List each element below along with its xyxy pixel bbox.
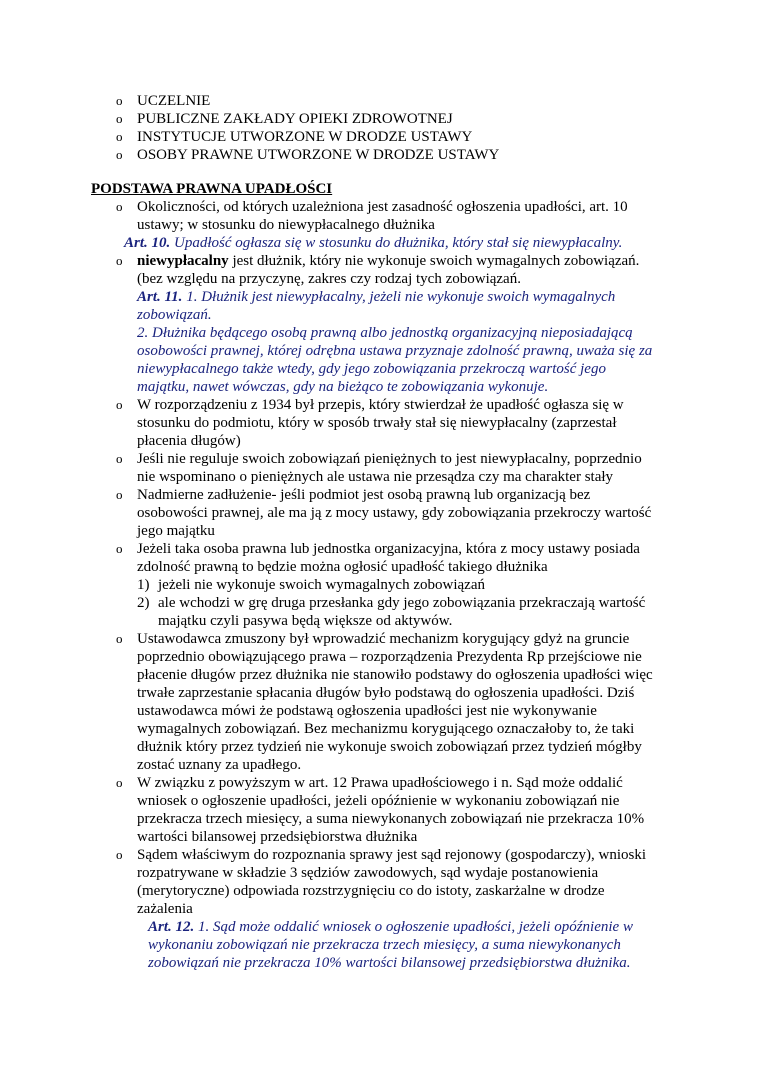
paragraph-line: Ustawodawca zmuszony był wprowadzić mechanizm korygujący gdyż na gruncie <box>137 631 630 647</box>
bullet-marker: o <box>116 147 123 162</box>
list-item: UCZELNIE <box>137 93 211 109</box>
paragraph-line: osobowości prawnej, ale ma ją z mocy ustawy, gdy zobowiązania przekroczy wartość <box>137 505 652 521</box>
bullet-marker: o <box>116 631 123 646</box>
article-text: zobowiązań nie przekracza 10% wartości bilansowej przedsiębiorstwa dłużnika. <box>148 955 631 971</box>
list-item: OSOBY PRAWNE UTWORZONE W DRODZE USTAWY <box>137 147 500 163</box>
bullet-marker: o <box>116 775 123 790</box>
paragraph-line: dłużnik który przez tydzień nie wykonuje swoich zobowiązań przez tydzień mógłby <box>137 739 642 755</box>
paragraph-line: wymagalnych zobowiązań. Bez mechanizmu korygującego oznaczałoby to, że taki <box>137 721 635 737</box>
bullet-marker: o <box>116 253 123 268</box>
bullet-marker: o <box>116 397 123 412</box>
bullet-marker: o <box>116 93 123 108</box>
paragraph-line: (bez względu na przyczynę, zakres czy rodzaj tych zobowiązań. <box>137 271 521 287</box>
article-10-quote <box>124 234 622 252</box>
article-11-quote <box>137 288 615 306</box>
bullet-marker: o <box>116 199 123 214</box>
sub-item-number: 2) <box>137 595 150 611</box>
paragraph-line: nie wspominano o pieniężnych ale ustawa nie przesądza czy ma charakter stały <box>137 469 614 485</box>
paragraph-line: zostać uznany za upadłego. <box>137 757 302 773</box>
article-text: osobowości prawnej, której odrębna ustawa przyznaje zdolność prawną, uważa się za <box>137 343 653 359</box>
paragraph-line: zażalenia <box>137 901 193 917</box>
paragraph-line: ustawy; w stosunku do niewypłacalnego dłużnika <box>137 217 435 233</box>
article-text: niewypłacalnego także wtedy, gdy jego zobowiązania przekroczą wartość jego <box>137 361 606 377</box>
paragraph-line: wartości bilansowej przedsiębiorstwa dłużnika <box>137 829 418 845</box>
paragraph-line: W związku z powyższym w art. 12 Prawa upadłościowego i n. Sąd może oddalić <box>137 775 623 791</box>
paragraph-line: przekracza trzech miesięcy, a suma niewykonanych zobowiązań nie przekracza 10% <box>137 811 645 827</box>
list-item: INSTYTUCJE UTWORZONE W DRODZE USTAWY <box>137 129 473 145</box>
term-bold: niewypłacalny <box>137 253 229 269</box>
article-text: 2. Dłużnika będącego osobą prawną albo jednostką organizacyjną nieposiadającą <box>137 325 633 341</box>
article-text: 1. Dłużnik jest niewypłacalny, jeżeli nie wykonuje swoich wymagalnych <box>182 289 616 305</box>
paragraph-line: W rozporządzeniu z 1934 był przepis, który stwierdzał że upadłość ogłasza się w <box>137 397 624 413</box>
article-text: Upadłość ogłasza się w stosunku do dłużnika, który stał się niewypłacalny. <box>170 235 623 251</box>
article-label: Art. 10. <box>124 235 171 251</box>
bullet-marker: o <box>116 847 123 862</box>
paragraph-line: trwałe zaprzestanie spłacania długów było podstawą do ogłoszenia upadłości. Dziś <box>137 685 635 701</box>
paragraph-line: Okoliczności, od których uzależniona jest zasadność ogłoszenia upadłości, art. 10 <box>137 199 628 215</box>
article-text: majątku, nawet wówczas, gdy na bieżąco te zobowiązania wykonuje. <box>137 379 549 395</box>
bullet-marker: o <box>116 111 123 126</box>
section-heading: PODSTAWA PRAWNA UPADŁOŚCI <box>91 181 333 197</box>
term-definition: jest dłużnik, który nie wykonuje swoich wymagalnych zobowiązań. <box>228 253 640 269</box>
paragraph-line: Jeżeli taka osoba prawna lub jednostka organizacyjna, która z mocy ustawy posiada <box>137 541 640 557</box>
paragraph-line: stosunku do podmiotu, który w sposób trwały stał się niewypłacalny (zaprzestał <box>137 415 617 431</box>
paragraph-line: zdolność prawną to będzie można ogłosić upadłość takiego dłużnika <box>137 559 548 575</box>
article-12-quote <box>148 918 633 936</box>
article-text: zobowiązań. <box>137 307 212 323</box>
article-label: Art. 11. <box>137 289 183 305</box>
paragraph-line: Nadmierne zadłużenie- jeśli podmiot jest osobą prawną lub organizacją bez <box>137 487 591 503</box>
article-text: 1. Sąd może oddalić wniosek o ogłoszenie upadłości, jeżeli opóźnienie w <box>194 919 633 935</box>
sub-item-text: jeżeli nie wykonuje swoich wymagalnych zobowiązań <box>158 577 485 593</box>
paragraph-line: płacenie długów przez dłużnika nie stanowiło podstawy do ogłoszenia upadłości więc <box>137 667 653 683</box>
paragraph-line: Sądem właściwym do rozpoznania sprawy jest sąd rejonowy (gospodarczy), wnioski <box>137 847 647 863</box>
paragraph-line: jego majątku <box>137 523 215 539</box>
paragraph-line: Jeśli nie reguluje swoich zobowiązań pieniężnych to jest niewypłacalny, poprzednio <box>137 451 642 467</box>
sub-item-number: 1) <box>137 577 150 593</box>
paragraph-line: płacenia długów) <box>137 433 241 449</box>
bullet-marker: o <box>116 129 123 144</box>
paragraph-line: wniosek o ogłoszenie upadłości, jeżeli opóźnienie w wykonaniu zobowiązań nie <box>137 793 620 809</box>
article-label: Art. 12. <box>148 919 195 935</box>
article-text: wykonaniu zobowiązań nie przekracza trzech miesięcy, a suma niewykonanych <box>148 937 621 953</box>
sub-item-text: majątku czyli pasywa będą większe od aktywów. <box>158 613 453 629</box>
sub-item-text: ale wchodzi w grę druga przesłanka gdy jego zobowiązania przekraczają wartość <box>158 595 646 611</box>
list-item: PUBLICZNE ZAKŁADY OPIEKI ZDROWOTNEJ <box>137 111 453 127</box>
bullet-marker: o <box>116 451 123 466</box>
paragraph-line: (merytoryczne) odpowiada rozstrzygnięciu co do istoty, zaskarżalne w drodze <box>137 883 605 899</box>
paragraph-line: rozpatrywane w składzie 3 sędziów zawodowych, sąd wydaje postanowienia <box>137 865 599 881</box>
bullet-marker: o <box>116 487 123 502</box>
paragraph-line: poprzednio obowiązującego prawa – rozporządzenia Prezydenta Rp przejściowe nie <box>137 649 642 665</box>
paragraph-line: ustawodawca mówi że podstawą ogłoszenia upadłości jest nie wykonywanie <box>137 703 597 719</box>
bullet-marker: o <box>116 541 123 556</box>
paragraph-line <box>137 252 639 270</box>
